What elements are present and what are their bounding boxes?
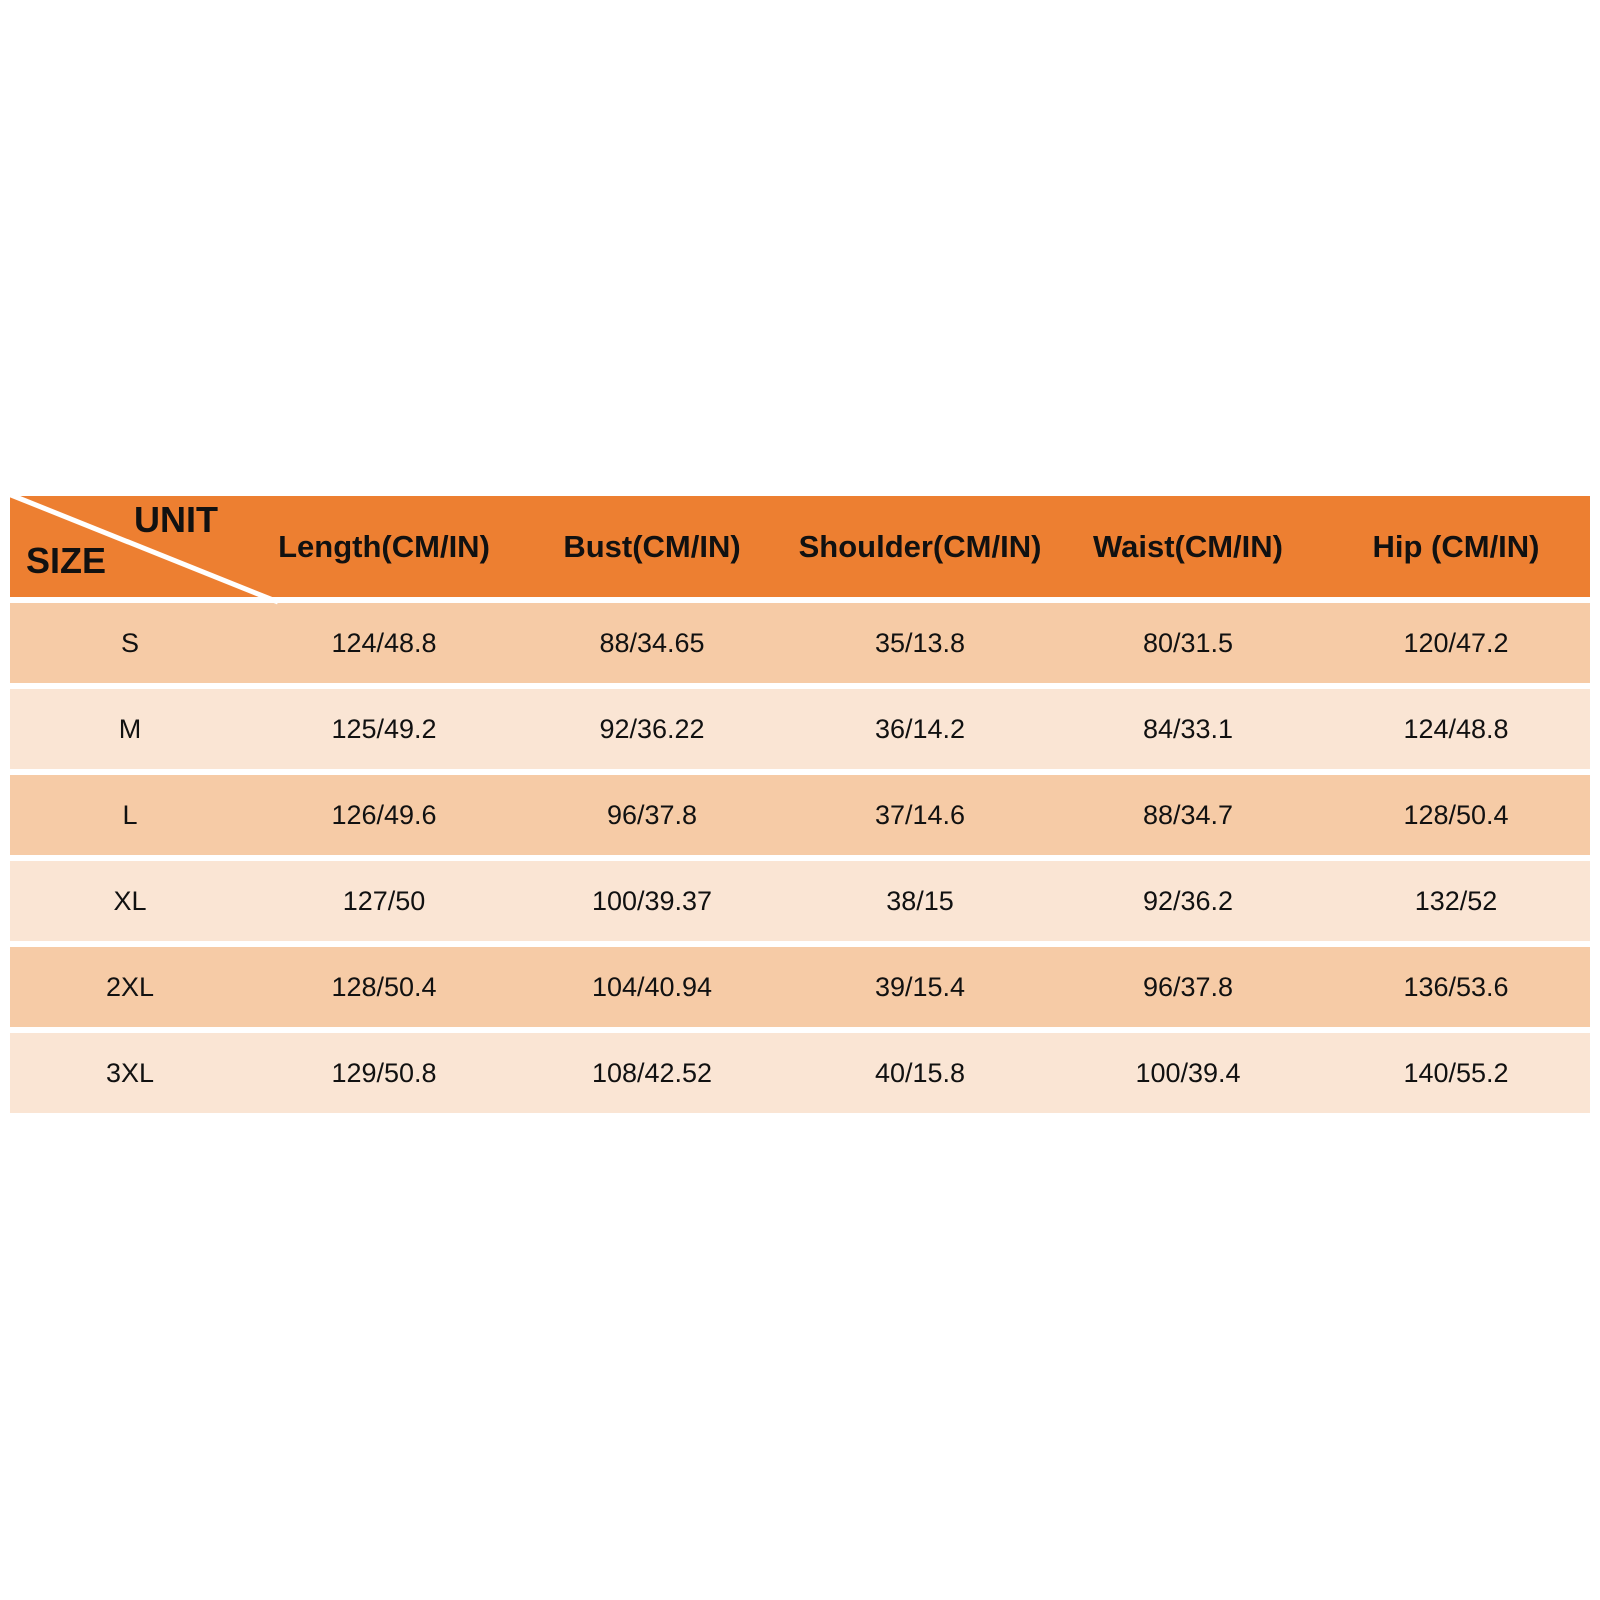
measurement-cell: 100/39.37	[518, 861, 786, 941]
header-row	[10, 496, 1590, 597]
measurement-cell: 84/33.1	[1054, 689, 1322, 769]
measurement-cell: 37/14.6	[786, 775, 1054, 855]
measurement-cell: 35/13.8	[786, 603, 1054, 683]
measurement-cell: 92/36.22	[518, 689, 786, 769]
size-label-m: M	[10, 689, 250, 769]
measurement-cell: 125/49.2	[250, 689, 518, 769]
measurement-cell: 40/15.8	[786, 1033, 1054, 1113]
measurement-cell: 92/36.2	[1054, 861, 1322, 941]
column-header-shoulder: Shoulder(CM/IN)	[786, 496, 1054, 597]
measurement-cell: 88/34.7	[1054, 775, 1322, 855]
size-label-xl: XL	[10, 861, 250, 941]
column-header-bust: Bust(CM/IN)	[518, 496, 786, 597]
corner-unit-label: UNIT	[134, 499, 218, 540]
measurement-cell: 39/15.4	[786, 947, 1054, 1027]
measurement-cell: 88/34.65	[518, 603, 786, 683]
size-table-body	[10, 603, 1590, 1113]
measurement-cell: 128/50.4	[1322, 775, 1590, 855]
measurement-cell: 124/48.8	[1322, 689, 1590, 769]
measurement-cell: 108/42.52	[518, 1033, 786, 1113]
table-row-m	[10, 689, 1590, 769]
measurement-cell: 124/48.8	[250, 603, 518, 683]
diagonal-divider-line	[10, 496, 250, 597]
measurement-cell: 80/31.5	[1054, 603, 1322, 683]
table-row-3xl	[10, 1033, 1590, 1113]
table-row-l	[10, 775, 1590, 855]
measurement-cell: 96/37.8	[518, 775, 786, 855]
measurement-cell: 36/14.2	[786, 689, 1054, 769]
measurement-cell: 126/49.6	[250, 775, 518, 855]
measurement-cell: 136/53.6	[1322, 947, 1590, 1027]
table-row-2xl	[10, 947, 1590, 1027]
measurement-cell: 100/39.4	[1054, 1033, 1322, 1113]
measurement-cell: 104/40.94	[518, 947, 786, 1027]
column-header-length: Length(CM/IN)	[250, 496, 518, 597]
size-label-s: S	[10, 603, 250, 683]
size-label-2xl: 2XL	[10, 947, 250, 1027]
measurement-cell: 128/50.4	[250, 947, 518, 1027]
table-row-xl	[10, 861, 1590, 941]
size-chart-table	[10, 490, 1590, 1119]
measurement-cell: 132/52	[1322, 861, 1590, 941]
size-label-3xl: 3XL	[10, 1033, 250, 1113]
table-row-s	[10, 603, 1590, 683]
measurement-cell: 38/15	[786, 861, 1054, 941]
measurement-cell: 129/50.8	[250, 1033, 518, 1113]
size-label-l: L	[10, 775, 250, 855]
corner-size-label: SIZE	[26, 540, 107, 581]
measurement-cell: 127/50	[250, 861, 518, 941]
measurement-cell: 120/47.2	[1322, 603, 1590, 683]
unit-size-corner-cell	[10, 496, 250, 597]
measurement-cell: 96/37.8	[1054, 947, 1322, 1027]
column-header-hip: Hip (CM/IN)	[1322, 496, 1590, 597]
column-header-waist: Waist(CM/IN)	[1054, 496, 1322, 597]
measurement-cell: 140/55.2	[1322, 1033, 1590, 1113]
